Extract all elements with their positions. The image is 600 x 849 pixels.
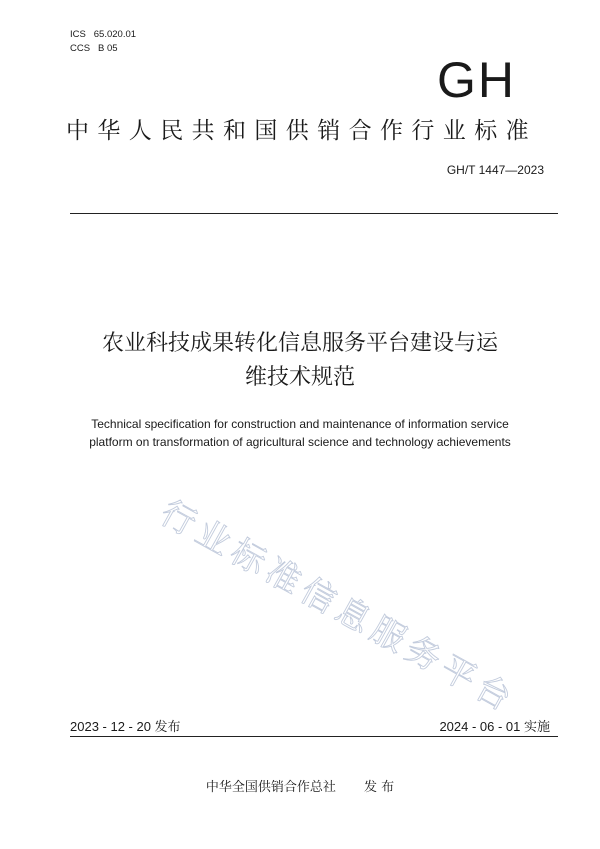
footer-divider [70, 736, 558, 737]
ccs-label: CCS [70, 43, 91, 54]
title-english [30, 415, 570, 451]
publisher-org: 中华全国供销合作总社 [205, 780, 336, 795]
ccs-code: B 05 [97, 43, 118, 54]
header-divider [70, 213, 558, 214]
ics-line [70, 28, 136, 42]
standard-name: 中华人民共和国供销合作行业标准 [66, 118, 537, 144]
standard-mark: GH [437, 52, 516, 108]
issue-date: 2023 - 12 - 20 发布 [70, 719, 181, 734]
title-chinese-line1: 农业科技成果转化信息服务平台建设与运 [101, 331, 498, 356]
publisher-line [0, 776, 600, 795]
implementation-date: 2024 - 06 - 01 实施 [439, 719, 550, 734]
classification-codes [70, 28, 136, 56]
title-english-line1: Technical specification for construction and maintenance of information service [91, 417, 509, 431]
ics-label: ICS [70, 29, 86, 40]
standard-number: GH/T 1447—2023 [446, 163, 544, 177]
title-chinese [40, 327, 560, 395]
ccs-line [70, 42, 136, 56]
title-english-line2: platform on transformation of agricultural science and technology achievements [89, 435, 511, 449]
title-chinese-line2: 维技术规范 [244, 365, 355, 390]
ics-code: 65.020.01 [93, 29, 137, 40]
watermark-text: 行业标准信息服务平台 [153, 492, 523, 722]
publisher-action: 发 布 [363, 780, 395, 795]
